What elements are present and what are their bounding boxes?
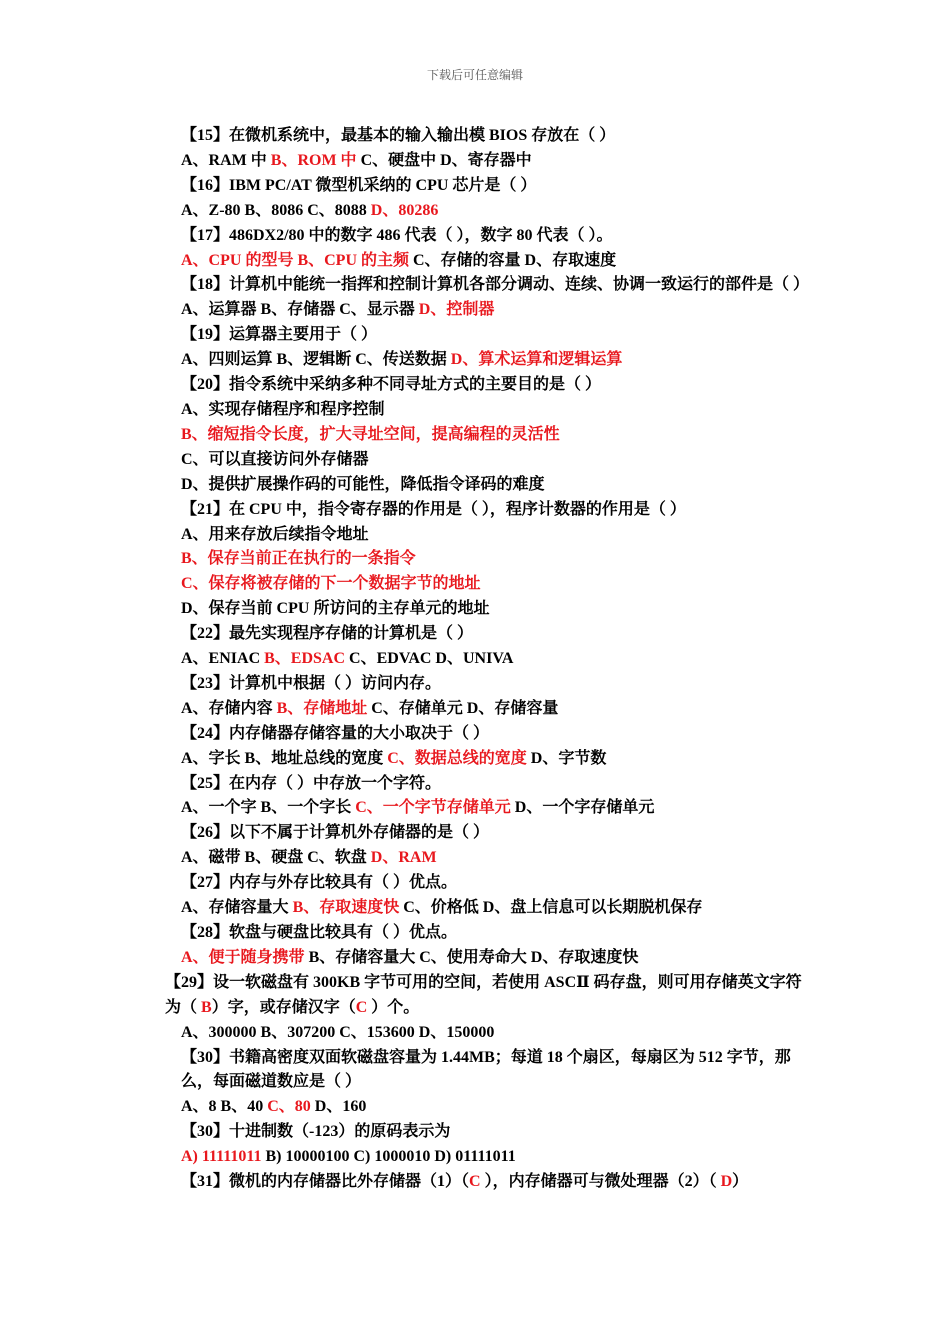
question-text: 【20】指令系统中采纳多种不同寻址方式的主要目的是（ ） bbox=[181, 376, 602, 394]
question-text: A、用来存放后续指令地址 bbox=[181, 525, 369, 543]
question-text: ） bbox=[732, 1173, 749, 1191]
question-text: 【18】计算机中能统一指挥和控制计算机各部分调动、连续、协调一致运行的部件是（ ） bbox=[181, 276, 810, 294]
text-line bbox=[145, 697, 815, 722]
text-line bbox=[145, 1095, 815, 1120]
text-line bbox=[145, 1046, 815, 1096]
answer-text: B、ROM 中 bbox=[270, 151, 357, 169]
text-line bbox=[145, 846, 815, 871]
text-line bbox=[145, 199, 815, 224]
text-line bbox=[145, 348, 815, 373]
question-list bbox=[145, 124, 815, 1195]
question-text: A、Z-80 B、8086 C、8088 bbox=[181, 201, 371, 219]
question-text: 【16】IBM PC/AT 微型机采纳的 CPU 芯片是（ ） bbox=[181, 176, 537, 194]
text-line bbox=[145, 1021, 815, 1046]
text-line bbox=[145, 1120, 815, 1145]
question-text: 【26】以下不属于计算机外存储器的是（ ） bbox=[181, 824, 490, 842]
question-text: 【15】在微机系统中，最基本的输入输出模 BIOS 存放在（ ） bbox=[181, 127, 616, 144]
answer-text: A) 11111011 bbox=[181, 1148, 262, 1166]
text-line bbox=[145, 273, 815, 298]
text-line bbox=[145, 1170, 815, 1195]
answer-text: C bbox=[469, 1173, 481, 1191]
question-text: A、一个字 B、一个字长 bbox=[181, 799, 356, 817]
question-text: 【21】在 CPU 中，指令寄存器的作用是（ ），程序计数器的作用是（ ） bbox=[181, 500, 686, 518]
text-line bbox=[145, 298, 815, 323]
question-text: D、提供扩展操作码的可能性，降低指令译码的难度 bbox=[181, 475, 545, 493]
text-line bbox=[145, 124, 815, 149]
answer-text: A、便于随身携带 bbox=[181, 948, 305, 966]
answer-text: B、存储地址 bbox=[276, 699, 368, 717]
question-text: 【27】内存与外存比较具有（ ）优点。 bbox=[181, 874, 458, 892]
question-text: A、RAM 中 bbox=[181, 151, 271, 169]
answer-text: C、保存将被存储的下一个数据字节的地址 bbox=[181, 575, 481, 593]
question-text: D、160 bbox=[310, 1098, 367, 1116]
question-text: C、可以直接访问外存储器 bbox=[181, 450, 369, 468]
question-text: C、EDVAC D、UNIVA bbox=[345, 650, 514, 668]
answer-text: A、CPU 的型号 B、CPU 的主频 bbox=[181, 251, 409, 269]
answer-text: B、缩短指令长度，扩大寻址空间，提高编程的灵活性 bbox=[181, 425, 560, 443]
text-line bbox=[145, 572, 815, 597]
question-text: 【23】计算机中根据（ ）访问内存。 bbox=[181, 674, 442, 692]
text-line bbox=[145, 796, 815, 821]
question-text: A、字长 B、地址总线的宽度 bbox=[181, 749, 388, 767]
text-line bbox=[145, 946, 815, 971]
question-text: 【19】运算器主要用于（ ） bbox=[181, 326, 378, 344]
question-text: 【28】软盘与硬盘比较具有（ ）优点。 bbox=[181, 924, 458, 941]
question-text: D、保存当前 CPU 所访问的主存单元的地址 bbox=[181, 600, 490, 618]
text-line bbox=[145, 597, 815, 622]
text-line bbox=[145, 647, 815, 672]
answer-text: B、存取速度快 bbox=[292, 899, 400, 917]
question-text: A、8 B、40 bbox=[181, 1098, 268, 1116]
question-text: D、一个字存储单元 bbox=[510, 799, 655, 817]
question-text: B) 10000100 C) 1000010 D) 01111011 bbox=[261, 1148, 516, 1166]
answer-text: B bbox=[201, 998, 212, 1016]
question-text: B、存储容量大 C、使用寿命大 D、存取速度快 bbox=[304, 948, 639, 966]
question-text: C、存储单元 D、存储容量 bbox=[367, 699, 559, 717]
question-text: ）个。 bbox=[367, 998, 420, 1016]
text-line bbox=[145, 149, 815, 174]
question-text: A、运算器 B、存储器 C、显示器 bbox=[181, 301, 419, 319]
question-text: D、字节数 bbox=[526, 749, 607, 767]
text-line bbox=[145, 921, 815, 946]
question-text: A、300000 B、307200 C、153600 D、150000 bbox=[181, 1023, 495, 1041]
text-line bbox=[145, 448, 815, 473]
answer-text: B、EDSAC bbox=[264, 650, 346, 668]
question-text: 【30】十进制数（-123）的原码表示为 bbox=[181, 1123, 451, 1141]
text-line bbox=[145, 174, 815, 199]
question-text: 【17】486DX2/80 中的数字 486 代表（ ），数字 80 代表（ ）。 bbox=[181, 226, 613, 244]
text-line bbox=[145, 249, 815, 274]
answer-text: D bbox=[720, 1173, 733, 1191]
text-line bbox=[145, 523, 815, 548]
text-line bbox=[145, 622, 815, 647]
question-text: 【25】在内存（ ）中存放一个字符。 bbox=[181, 774, 442, 792]
answer-text: D、80286 bbox=[370, 201, 439, 219]
question-text: 【29】设一软磁盘有 300KB 字节可用的空间，若使用 ASCⅡ 码存盘，则可用存储英文字符为（ bbox=[165, 973, 802, 1016]
text-line bbox=[145, 547, 815, 572]
text-line bbox=[145, 747, 815, 772]
answer-text: D、算术运算和逻辑运算 bbox=[450, 351, 623, 369]
question-text: 【22】最先实现程序存储的计算机是（ ） bbox=[181, 625, 474, 643]
question-text: 【24】内存储器存储容量的大小取决于（ ） bbox=[181, 724, 490, 742]
text-line bbox=[145, 722, 815, 747]
answer-text: C、数据总线的宽度 bbox=[387, 749, 527, 767]
question-text: ）字，或存储汉字（ bbox=[211, 998, 356, 1016]
question-text: A、四则运算 B、逻辑断 C、传送数据 bbox=[181, 351, 451, 369]
page-header: 下载后可任意编辑 bbox=[426, 68, 523, 82]
question-text: 【30】书籍高密度双面软磁盘容量为 1.44MB；每道 18 个扇区，每扇区为 512 字节，那么，每面磁道数应是（ ） bbox=[181, 1048, 791, 1091]
text-line bbox=[145, 224, 815, 249]
answer-text: D、RAM bbox=[370, 849, 437, 867]
text-line bbox=[145, 473, 815, 498]
text-line bbox=[145, 772, 815, 797]
question-text: A、存储容量大 bbox=[181, 899, 293, 917]
answer-text: C、80 bbox=[267, 1098, 311, 1116]
question-text: C、价格低 D、盘上信息可以长期脱机保存 bbox=[399, 899, 703, 917]
answer-text: C、一个字节存储单元 bbox=[355, 799, 511, 817]
question-text: A、磁带 B、硬盘 C、软盘 bbox=[181, 849, 371, 867]
question-text: ），内存储器可与微处理器（2）（ bbox=[480, 1173, 721, 1191]
question-text: C、硬盘中 D、寄存器中 bbox=[356, 151, 532, 169]
text-line bbox=[145, 423, 815, 448]
text-line bbox=[145, 373, 815, 398]
question-text: C、存储的容量 D、存取速度 bbox=[409, 251, 617, 269]
question-text: A、实现存储程序和程序控制 bbox=[181, 400, 385, 418]
answer-text: C bbox=[355, 998, 368, 1016]
text-line bbox=[145, 398, 815, 423]
answer-text: D、控制器 bbox=[418, 301, 495, 319]
question-text: A、存储内容 bbox=[181, 699, 277, 717]
text-line bbox=[145, 323, 815, 348]
text-line bbox=[145, 498, 815, 523]
text-line bbox=[145, 821, 815, 846]
text-line bbox=[145, 1145, 815, 1170]
text-line bbox=[145, 896, 815, 921]
text-line bbox=[145, 871, 815, 896]
answer-text: B、保存当前正在执行的一条指令 bbox=[181, 550, 416, 568]
text-line bbox=[145, 672, 815, 697]
question-text: A、ENIAC bbox=[181, 650, 265, 668]
question-text: 【31】微机的内存储器比外存储器（1）（ bbox=[181, 1173, 470, 1191]
text-line bbox=[145, 971, 815, 1021]
